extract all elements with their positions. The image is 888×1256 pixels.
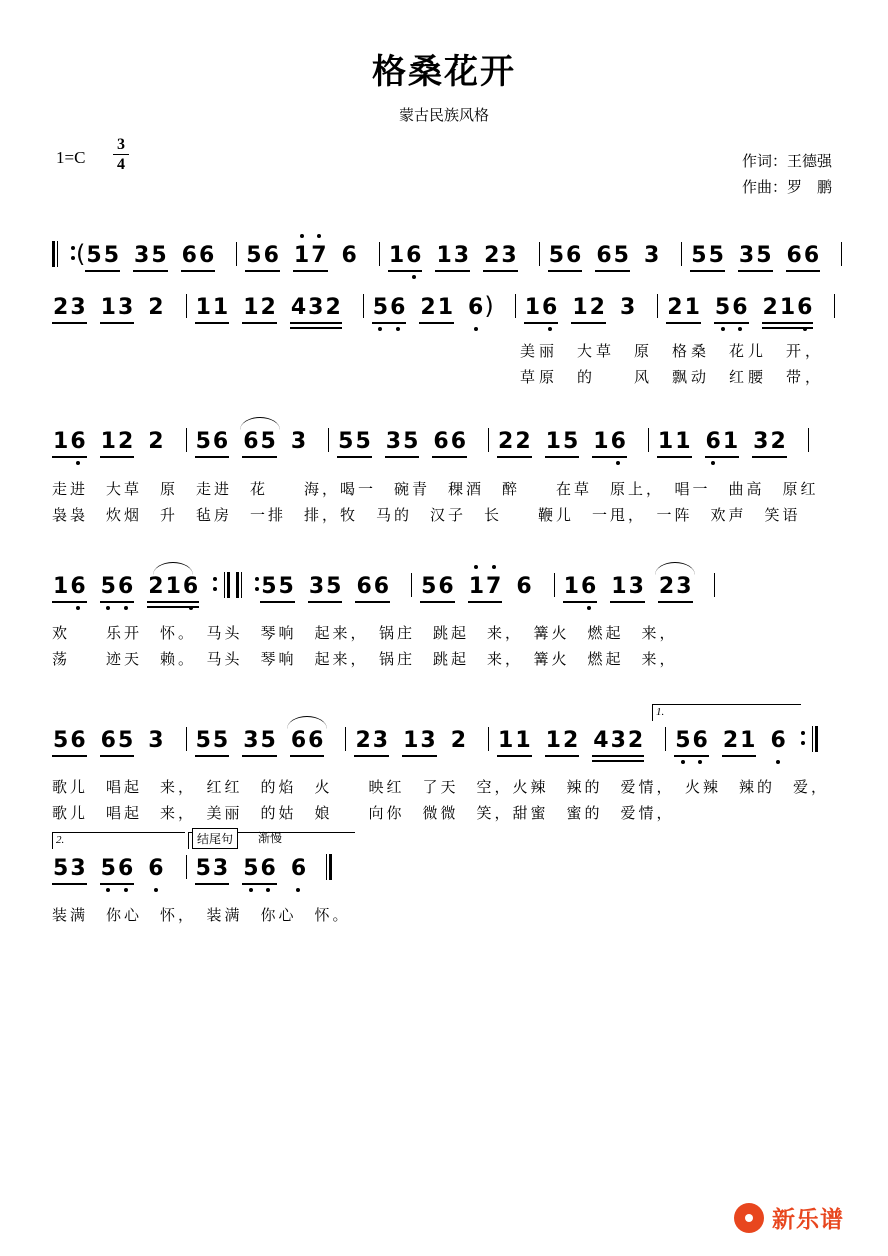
- note-group: 21: [420, 295, 453, 320]
- note-group: 16: [563, 574, 597, 599]
- barline: [488, 428, 489, 452]
- repeat-dots: [70, 241, 76, 267]
- note-group: 2: [450, 728, 466, 753]
- note-group: 22: [498, 429, 531, 454]
- second-ending-bracket: [52, 832, 185, 849]
- watermark: [734, 1201, 844, 1234]
- composer-credit: 作曲：罗 鹏: [741, 180, 832, 196]
- note-group: 56: [100, 574, 134, 599]
- note-group: 16: [593, 429, 626, 454]
- repeat-end-barline: [218, 572, 230, 598]
- note-group: 6: [341, 243, 357, 268]
- time-signature: [110, 136, 132, 173]
- note-group: 432: [290, 295, 341, 320]
- note-group: 11: [498, 728, 531, 753]
- barline: [488, 727, 489, 751]
- disc-icon: [734, 1203, 764, 1233]
- note-group: 16: [388, 243, 422, 268]
- note-group: 61: [705, 429, 739, 454]
- note-group: 55: [261, 574, 294, 599]
- note-group: 3: [643, 243, 660, 268]
- note-group: 55: [691, 243, 724, 268]
- system-5-lyrics-verse2: 歌儿 唱起 来， 美丽 的姑 娘 向你 微微 笑，甜蜜 蜜的 爱情，: [52, 806, 675, 822]
- barline: [515, 294, 516, 318]
- repeat-start-barline: [236, 572, 248, 598]
- note-group: 16: [524, 295, 558, 320]
- note-group: 11: [657, 429, 691, 454]
- note-group: 11: [195, 295, 229, 320]
- note-group: 56: [243, 856, 276, 881]
- key-signature: 1=C: [56, 148, 86, 167]
- note-group: 23: [484, 243, 517, 268]
- note-group: 56: [714, 295, 748, 320]
- note-group: 66: [433, 429, 466, 454]
- note-group: 21: [667, 295, 700, 320]
- note-group: 35: [738, 243, 772, 268]
- barline: [186, 294, 187, 318]
- note-group: 216: [147, 574, 199, 599]
- note-group: 6: [770, 728, 786, 753]
- note-group: 66: [786, 243, 820, 268]
- lyricist-credit: 作词：王德强: [741, 154, 832, 170]
- barline: [657, 294, 658, 318]
- barline: [714, 573, 715, 597]
- note-group: 21: [722, 728, 756, 753]
- note-group: 23: [355, 728, 389, 753]
- note-group: 55: [338, 429, 371, 454]
- note-group: 56: [548, 243, 582, 268]
- watermark-text: 新乐谱: [772, 1207, 844, 1233]
- note-group: 6: [148, 856, 164, 881]
- note-group: 13: [403, 728, 436, 753]
- meter-divider: [113, 154, 129, 155]
- note-group: 6): [468, 292, 494, 320]
- system-3-notation: [52, 428, 817, 454]
- system-5-lyrics-verse1: 歌儿 唱起 来， 红红 的焰 火 映红 了天 空，火辣 辣的 爱情， 火辣 辣的 爱，: [52, 780, 830, 796]
- note-group: 56: [675, 728, 708, 753]
- barline: [345, 727, 346, 751]
- repeat-end-barline: [806, 726, 818, 752]
- note-group: 216: [762, 295, 813, 320]
- tempo-label: 渐慢: [258, 831, 283, 845]
- note-group: 65: [596, 243, 629, 268]
- system-5-notation: [52, 726, 824, 753]
- note-group: 2: [148, 295, 164, 320]
- note-group: 3: [619, 295, 636, 320]
- note-group: 12: [545, 728, 579, 753]
- barline: [834, 294, 835, 318]
- system-4-notation: [52, 572, 723, 599]
- note-group: 53: [53, 856, 86, 881]
- repeat-start-barline: [52, 241, 64, 267]
- note-group: 6: [516, 574, 532, 599]
- barline: [681, 242, 682, 266]
- subtitle: 蒙古民族风格: [398, 108, 489, 124]
- barline: [648, 428, 649, 452]
- barline: [379, 242, 380, 266]
- meter-numerator: 3: [117, 136, 125, 153]
- note-group: 56: [195, 429, 229, 454]
- page-title: 格桑花开: [372, 52, 516, 92]
- system-2-lyrics-verse2: 草原 的 风 飘动 红腰 带，: [520, 370, 825, 386]
- system-1-notation: [52, 240, 850, 268]
- barline: [554, 573, 555, 597]
- note-group: 35: [243, 728, 276, 753]
- barline: [665, 727, 666, 751]
- first-ending-label: 1.: [656, 706, 665, 718]
- second-ending-label: 2.: [56, 834, 65, 846]
- system-2-lyrics-verse1: 美丽 大草 原 格桑 花儿 开，: [520, 344, 825, 360]
- note-group: 2: [148, 429, 164, 454]
- note-group: 66: [181, 243, 215, 268]
- barline: [363, 294, 364, 318]
- barline: [186, 428, 187, 452]
- note-group: 3: [290, 429, 307, 454]
- note-group: 12: [572, 295, 605, 320]
- note-group: 56: [100, 856, 134, 881]
- barline: [808, 428, 809, 452]
- barline: [236, 242, 237, 266]
- note-group: 13: [100, 295, 134, 320]
- meter-denominator: 4: [117, 156, 125, 173]
- barline: [328, 428, 329, 452]
- open-paren: (: [76, 240, 86, 268]
- note-group: 53: [195, 856, 229, 881]
- note-group: 35: [385, 429, 419, 454]
- system-4-lyrics-verse2: 荡 迹天 赖。 马头 琴响 起来， 锅庄 跳起 来， 篝火 燃起 来，: [52, 652, 678, 668]
- note-group: 13: [436, 243, 470, 268]
- note-group: 66: [290, 728, 325, 753]
- note-group: 3: [148, 728, 164, 753]
- note-group: 56: [372, 295, 406, 320]
- final-barline: [320, 854, 332, 880]
- barline: [411, 573, 412, 597]
- note-group: 17: [468, 574, 502, 599]
- note-group: 35: [134, 243, 167, 268]
- note-group: 55: [86, 243, 119, 268]
- note-group: 16: [53, 574, 86, 599]
- note-group: 6: [290, 856, 307, 881]
- note-group: 17: [293, 243, 327, 268]
- system-3-lyrics-verse1: 走进 大草 原 走进 花 海，喝一 碗青 稞酒 醉 在草 原上， 唱一 曲高 原红: [52, 482, 819, 498]
- note-group: 12: [243, 295, 276, 320]
- system-6-notation: [52, 854, 338, 881]
- barline: [186, 727, 187, 751]
- coda-label: 结尾句: [192, 828, 238, 849]
- note-group: 23: [53, 295, 86, 320]
- barline: [539, 242, 540, 266]
- note-group: 12: [100, 429, 134, 454]
- note-group: 56: [246, 243, 279, 268]
- note-group: 32: [753, 429, 786, 454]
- note-group: 65: [100, 728, 134, 753]
- note-group: 55: [195, 728, 229, 753]
- note-group: 56: [53, 728, 86, 753]
- note-group: 13: [611, 574, 644, 599]
- first-ending-bracket: [652, 704, 801, 721]
- system-2-notation: [52, 292, 843, 320]
- note-group: 16: [53, 429, 86, 454]
- note-group: 56: [421, 574, 454, 599]
- system-3-lyrics-verse2: 袅袅 炊烟 升 毡房 一排 排，牧 马的 汉子 长 鞭儿 一甩， 一阵 欢声 笑语: [52, 508, 801, 524]
- note-group: 15: [545, 429, 579, 454]
- system-6-lyrics: 装满 你心 怀， 装满 你心 怀。: [52, 908, 351, 924]
- note-group: 65: [242, 429, 277, 454]
- note-group: 432: [593, 728, 644, 753]
- note-group: 35: [308, 574, 342, 599]
- barline: [841, 242, 842, 266]
- note-group: 23: [658, 574, 693, 599]
- barline: [186, 855, 187, 879]
- note-group: 66: [356, 574, 390, 599]
- system-4-lyrics-verse1: 欢 乐开 怀。 马头 琴响 起来， 锅庄 跳起 来， 篝火 燃起 来，: [52, 626, 678, 642]
